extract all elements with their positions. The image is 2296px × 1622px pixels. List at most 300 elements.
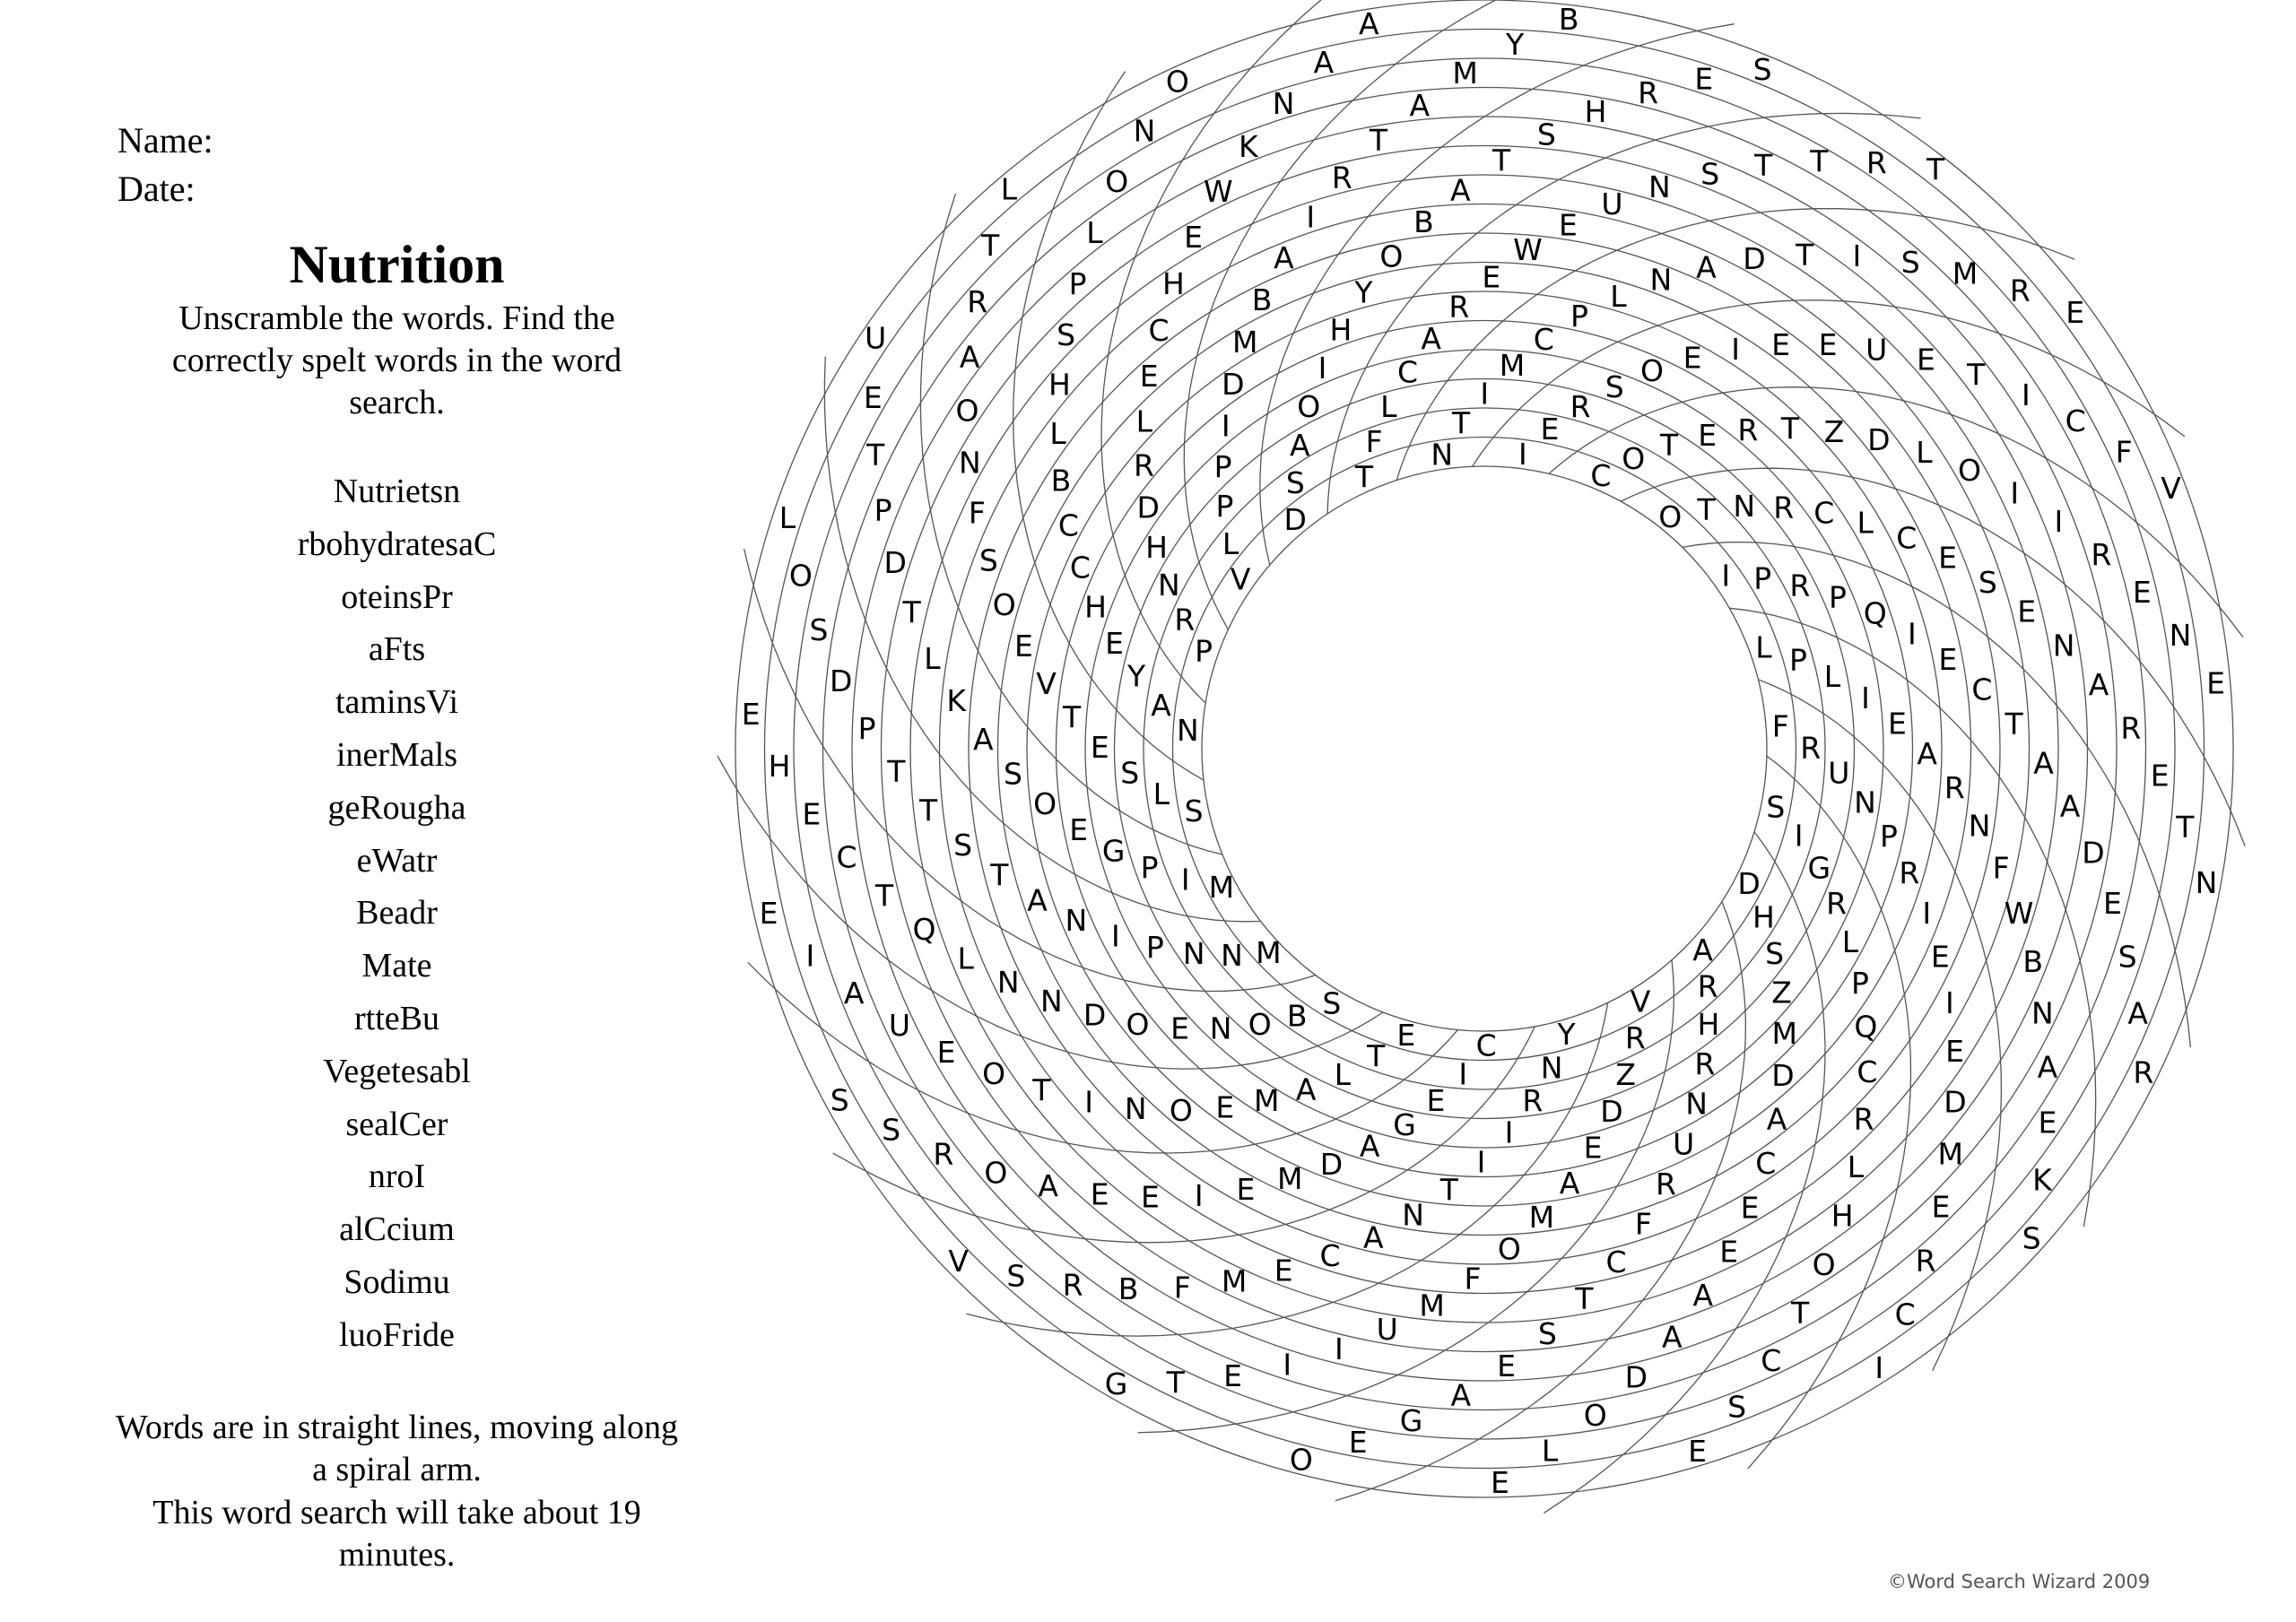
grid-letter: A <box>2088 667 2109 703</box>
scrambled-word: luoFride <box>339 1315 455 1354</box>
grid-letter: E <box>1482 259 1501 295</box>
scrambled-word: Sodimu <box>344 1262 450 1301</box>
grid-letter: P <box>1215 488 1234 524</box>
grid-letter: O <box>1289 1442 1313 1478</box>
grid-letter: P <box>1753 560 1772 596</box>
grid-letter: O <box>955 393 979 429</box>
scrambled-word: Mate <box>361 947 432 985</box>
grid-letter: V <box>2161 471 2181 506</box>
grid-letter: S <box>1766 789 1786 825</box>
grid-letter: P <box>1879 818 1898 854</box>
grid-letter: T <box>1166 1365 1185 1401</box>
grid-letter: L <box>1152 776 1170 812</box>
grid-letter: E <box>1426 1083 1446 1118</box>
date-label: Date: <box>117 169 196 209</box>
grid-letter: A <box>1359 5 1379 41</box>
grid-letter: C <box>1857 1054 1878 1089</box>
grid-letter: L <box>1086 214 1103 250</box>
grid-letter: L <box>957 941 974 976</box>
grid-letter: M <box>1499 347 1526 383</box>
grid-letter: U <box>1673 1126 1695 1162</box>
grid-letter: L <box>1135 403 1152 439</box>
grid-letter: E <box>1140 1179 1160 1215</box>
grid-letter: N <box>1685 1086 1708 1122</box>
grid-letter: E <box>2132 575 2152 611</box>
grid-letter: T <box>1369 122 1388 158</box>
grid-letter: S <box>1184 794 1204 829</box>
grid-letter: M <box>1452 56 1478 91</box>
grid-letter: S <box>2022 1220 2041 1256</box>
grid-letter: S <box>953 828 973 863</box>
grid-letter: P <box>1068 266 1087 301</box>
grid-letter: I <box>1318 351 1327 386</box>
grid-letter: C <box>1396 354 1419 390</box>
grid-letter: M <box>1221 1263 1248 1299</box>
grid-letter: E <box>1170 1010 1189 1046</box>
grid-letter: I <box>1874 1349 1884 1385</box>
grid-letter: N <box>1540 1050 1563 1086</box>
grid-letter: G <box>1399 1402 1423 1438</box>
grid-letter: G <box>1104 1366 1128 1401</box>
grid-letter: F <box>1634 1206 1652 1242</box>
grid-letter: T <box>866 437 885 473</box>
grid-letter: P <box>1789 642 1807 678</box>
grid-letter: A <box>1692 932 1713 967</box>
grid-letter: I <box>1180 862 1190 898</box>
grid-letter: E <box>1558 207 1578 243</box>
grid-letter: S <box>830 1082 849 1118</box>
grid-letter: R <box>1944 770 1965 806</box>
grid-letter: I <box>1794 818 1804 854</box>
grid-letter: N <box>2195 865 2218 900</box>
grid-letter: A <box>2033 745 2054 781</box>
grid-letter: M <box>1419 1288 1445 1323</box>
grid-letter: P <box>1140 850 1159 885</box>
grid-letter: T <box>1575 1281 1594 1317</box>
grid-letter: A <box>1038 1168 1058 1204</box>
grid-letter: F <box>1992 850 2010 886</box>
grid-letter: G <box>1101 833 1126 869</box>
footer-note-line-1: Words are in straight lines, moving along a spiral arm. <box>116 1408 678 1489</box>
grid-letter: N <box>1272 85 1295 121</box>
grid-letter: U <box>1828 755 1850 791</box>
grid-letter: N <box>1039 984 1063 1019</box>
grid-letter: B <box>1050 463 1072 499</box>
grid-letter: F <box>1771 708 1789 744</box>
grid-letter: A <box>973 722 994 758</box>
grid-letter: R <box>2009 273 2031 308</box>
grid-letter: P <box>1851 965 1869 1001</box>
scrambled-word: Beadr <box>356 894 438 932</box>
grid-letter: A <box>1692 1277 1714 1313</box>
grid-letter: O <box>1105 163 1129 199</box>
grid-letter: E <box>1497 1348 1516 1383</box>
grid-letter: A <box>1409 87 1431 123</box>
grid-letter: D <box>1944 1084 1967 1120</box>
grid-letter: N <box>1221 937 1243 973</box>
grid-letter: E <box>802 796 822 832</box>
grid-letter: E <box>1688 1434 1708 1469</box>
grid-letter: H <box>1831 1198 1854 1234</box>
grid-letter: N <box>1649 262 1673 298</box>
grid-letter: E <box>2017 594 2037 629</box>
grid-letter: A <box>1696 249 1717 285</box>
grid-letter: E <box>2038 1105 2057 1141</box>
grid-letter: M <box>1771 1015 1797 1051</box>
grid-letter: D <box>1319 1146 1344 1182</box>
grid-letter: I <box>1221 408 1231 444</box>
grid-letter: C <box>1590 457 1612 493</box>
grid-letter: L <box>1857 505 1874 541</box>
grid-letter: O <box>1169 1092 1193 1128</box>
grid-letter: W <box>2004 896 2034 932</box>
grid-letter: D <box>1600 1094 1623 1130</box>
grid-letters <box>742 2 2225 1500</box>
grid-letter: T <box>2005 707 2023 742</box>
grid-letter: Q <box>1854 1009 1878 1045</box>
grid-letter: R <box>1624 1019 1646 1055</box>
grid-letter: N <box>2052 628 2075 664</box>
grid-letter: R <box>1570 389 1591 424</box>
grid-letter: I <box>2022 377 2031 413</box>
grid-letter: E <box>1938 540 1957 576</box>
scrambled-word: taminsVi <box>335 683 459 722</box>
grid-letter: T <box>1780 411 1800 447</box>
grid-letter: D <box>1136 490 1160 525</box>
grid-letter: U <box>1601 186 1623 222</box>
grid-letter: Q <box>1863 595 1887 631</box>
grid-letter: T <box>1439 1172 1458 1208</box>
grid-letter: I <box>805 938 815 974</box>
grid-letter: T <box>919 793 938 828</box>
grid-letter: F <box>1173 1270 1191 1305</box>
grid-letter: I <box>1476 1144 1486 1180</box>
grid-letter: E <box>1223 1358 1242 1394</box>
grid-letter: H <box>1048 367 1071 403</box>
grid-letter: N <box>1209 1010 1232 1046</box>
grid-letter: Q <box>912 912 936 948</box>
grid-letter: E <box>2102 885 2122 921</box>
ring-line <box>1144 405 1825 1089</box>
grid-letter: M <box>1254 1082 1280 1118</box>
scrambled-word: eWatr <box>356 841 438 880</box>
grid-letter: V <box>1630 984 1651 1019</box>
grid-letter: N <box>996 964 1020 1000</box>
grid-letter: A <box>1766 1101 1787 1137</box>
grid-letter: I <box>1306 199 1316 235</box>
grid-letter: E <box>936 1034 956 1070</box>
grid-letter: E <box>1931 1189 1951 1225</box>
grid-letter: I <box>1194 1177 1204 1213</box>
grid-letter: T <box>887 754 906 790</box>
grid-letter: T <box>1810 143 1829 179</box>
grid-letter: T <box>1452 405 1471 441</box>
grid-letter: N <box>1065 903 1088 939</box>
grid-letter: E <box>1069 811 1089 847</box>
grid-letter: E <box>1698 418 1718 454</box>
grid-letter: O <box>788 558 813 594</box>
grid-letter: N <box>1402 1197 1424 1233</box>
grid-letter: F <box>2115 434 2133 470</box>
grid-letter: C <box>2065 403 2086 438</box>
grid-letter: D <box>1624 1359 1648 1395</box>
grid-letter: W <box>1203 173 1233 209</box>
grid-letter: A <box>1363 1219 1384 1255</box>
grid-letter: E <box>1916 342 1935 377</box>
grid-letter: L <box>1049 416 1066 451</box>
grid-letter: O <box>1165 64 1189 100</box>
grid-letter: E <box>1348 1425 1368 1460</box>
grid-letter: E <box>1740 1190 1760 1226</box>
ring-line <box>1202 466 1767 1034</box>
grid-letter: A <box>1917 736 1937 771</box>
grid-letter: D <box>1737 865 1761 901</box>
grid-letter: L <box>1334 1056 1352 1092</box>
grid-letter: S <box>1900 244 1920 280</box>
grid-letter: R <box>1915 1243 1936 1279</box>
grid-letter: A <box>1359 1128 1380 1164</box>
grid-letter: R <box>1134 447 1154 483</box>
grid-letter: H <box>1329 312 1352 348</box>
grid-letter: R <box>1656 1167 1676 1202</box>
grid-letter: N <box>2169 618 2192 654</box>
grid-letter: P <box>857 711 876 746</box>
grid-letter: E <box>1274 1253 1293 1288</box>
grid-letter: A <box>2059 788 2081 824</box>
grid-letter: N <box>1854 785 1876 820</box>
grid-letter: I <box>1504 1115 1514 1150</box>
grid-letter: U <box>865 320 887 356</box>
grid-letter: A <box>2127 995 2148 1031</box>
grid-letter: L <box>1755 629 1772 665</box>
grid-letter: C <box>1057 507 1079 543</box>
grid-letter: S <box>1700 156 1720 192</box>
grid-letter: D <box>2082 835 2105 871</box>
grid-letter: A <box>1559 1166 1580 1201</box>
grid-letter: E <box>1930 939 1950 975</box>
grid-letter: Y <box>1127 658 1146 694</box>
grid-letter: I <box>1731 332 1740 367</box>
grid-letter: V <box>1036 665 1057 701</box>
grid-letter: S <box>1285 465 1305 500</box>
grid-letter: E <box>1105 626 1125 662</box>
grid-letter: L <box>1610 278 1627 314</box>
grid-letter: C <box>1971 672 1993 707</box>
grid-letter: T <box>875 878 894 914</box>
grid-letter: Y <box>1354 274 1373 310</box>
grid-letter: L <box>778 499 796 535</box>
grid-letter: E <box>1139 359 1159 395</box>
grid-letter: O <box>1658 499 1683 535</box>
grid-letter: E <box>1540 412 1560 447</box>
grid-letter: S <box>1605 369 1624 405</box>
scrambled-word: nroI <box>368 1158 426 1196</box>
grid-letter: I <box>1861 680 1870 716</box>
grid-letter: R <box>933 1136 954 1172</box>
grid-letter: E <box>1236 1171 1256 1207</box>
grid-letter: N <box>1133 113 1156 149</box>
grid-letter: T <box>1354 459 1374 495</box>
scrambled-word: aFts <box>368 630 426 669</box>
grid-letter: M <box>1208 869 1235 905</box>
grid-letter: T <box>2176 810 2195 846</box>
grid-letter: A <box>1290 427 1310 463</box>
grid-letter: E <box>1583 1130 1603 1166</box>
grid-letter: S <box>1978 564 1997 600</box>
grid-letter: A <box>2037 1049 2058 1085</box>
grid-letter: E <box>2150 758 2170 794</box>
grid-letter: P <box>1195 633 1213 669</box>
grid-letter: L <box>1841 924 1859 959</box>
grid-letter: O <box>1958 453 1981 489</box>
scrambled-word: rbohydratesaC <box>297 525 497 563</box>
scrambled-word: geRougha <box>327 788 466 827</box>
grid-letter: H <box>1161 265 1185 301</box>
grid-letter: O <box>1640 352 1664 388</box>
grid-letter: A <box>1450 172 1471 208</box>
grid-letter: Y <box>1506 27 1525 62</box>
grid-letter: K <box>2032 1162 2052 1198</box>
scrambled-word: rtteBu <box>354 999 439 1037</box>
grid-letter: A <box>1662 1319 1683 1355</box>
grid-letter: N <box>1177 713 1199 749</box>
grid-letter: R <box>1737 412 1759 447</box>
grid-letter: B <box>1251 282 1273 317</box>
grid-letter: U <box>1376 1311 1398 1347</box>
grid-letter: V <box>1230 561 1251 597</box>
grid-letter: D <box>1083 997 1107 1033</box>
grid-letter: O <box>1033 786 1057 822</box>
grid-letter: L <box>1823 659 1841 695</box>
grid-letter: I <box>1111 918 1120 954</box>
grid-letter: E <box>1945 1034 1964 1070</box>
grid-letter: E <box>1694 61 1714 97</box>
grid-letter: B <box>1413 204 1434 240</box>
grid-letter: M <box>1276 1161 1303 1196</box>
grid-letter: S <box>1004 756 1022 792</box>
grid-letter: O <box>1297 389 1321 424</box>
grid-letter: B <box>1558 2 1579 38</box>
grid-letter: E <box>1490 1465 1509 1501</box>
grid-letter: D <box>883 545 907 581</box>
grid-letter: T <box>1796 238 1814 273</box>
grid-letter: N <box>1124 1090 1147 1126</box>
name-label: Name: <box>117 120 213 160</box>
grid-lines <box>718 0 2245 1513</box>
grid-letter: I <box>1721 558 1731 594</box>
grid-letter: A <box>843 976 865 1010</box>
grid-letter: A <box>1450 1377 1472 1413</box>
grid-letter: K <box>1238 129 1258 164</box>
grid-letter: K <box>946 683 967 719</box>
grid-letter: L <box>1847 1149 1865 1185</box>
grid-letter: R <box>2091 536 2112 572</box>
grid-letter: O <box>992 586 1016 622</box>
grid-letter: S <box>882 1112 901 1148</box>
grid-letter: C <box>1533 322 1554 357</box>
grid-letter: C <box>1896 520 1918 556</box>
grid-letter: N <box>1648 169 1671 204</box>
grid-letter: C <box>836 839 857 875</box>
grid-letter: T <box>1032 1072 1051 1108</box>
grid-letter: L <box>1541 1433 1559 1469</box>
grid-letter: E <box>2066 295 2085 331</box>
grid-letter: E <box>863 379 883 415</box>
grid-letter: E <box>1090 729 1109 765</box>
grid-letter: H <box>1584 94 1607 129</box>
grid-letter: A <box>1295 1071 1317 1107</box>
grid-letter: M <box>1256 935 1282 971</box>
grid-letter: E <box>1013 628 1033 664</box>
grid-letter: H <box>1084 589 1108 625</box>
grid-letter: I <box>1852 239 1862 274</box>
grid-letter: B <box>1118 1271 1139 1306</box>
grid-letter: E <box>2206 665 2225 701</box>
grid-letter: O <box>1126 1006 1150 1042</box>
grid-letter: R <box>1638 75 1659 111</box>
grid-letter: S <box>1765 936 1785 972</box>
grid-letter: V <box>948 1243 969 1279</box>
grid-letter: N <box>1733 489 1756 525</box>
grid-letter: N <box>1431 437 1454 473</box>
grid-letter: D <box>1283 501 1307 537</box>
grid-letter: R <box>1826 885 1848 921</box>
grid-letter: A <box>1421 321 1441 357</box>
copyright-notice: ©Word Search Wizard 2009 <box>1888 1571 2151 1592</box>
grid-letter: E <box>741 697 761 732</box>
grid-letter: E <box>1090 1176 1109 1212</box>
grid-letter: S <box>1322 985 1342 1021</box>
grid-letter: P <box>1570 299 1588 334</box>
grid-letter: N <box>1182 935 1205 971</box>
grid-letter: R <box>1789 568 1811 603</box>
grid-letter: B <box>2022 944 2044 980</box>
grid-letter: T <box>1367 1038 1386 1074</box>
grid-letter: L <box>1222 525 1239 561</box>
grid-letter: I <box>1518 437 1527 472</box>
grid-letter: A <box>959 339 980 375</box>
grid-letter: H <box>1752 899 1775 935</box>
grid-letter: I <box>1480 376 1490 412</box>
grid-letter: I <box>1084 1084 1093 1120</box>
grid-letter: T <box>1063 699 1082 735</box>
grid-letter: N <box>959 445 981 481</box>
grid-letter: C <box>1319 1238 1341 1274</box>
grid-letter: T <box>1754 147 1773 183</box>
grid-letter: I <box>2010 475 2020 511</box>
grid-letter: I <box>1922 896 1932 932</box>
grid-letter: T <box>1967 357 1986 393</box>
grid-letter: T <box>1659 428 1679 463</box>
grid-letter: S <box>809 612 829 648</box>
grid-letter: I <box>1335 1331 1344 1366</box>
grid-letter: T <box>981 228 1000 264</box>
grid-letter: H <box>1697 1007 1720 1042</box>
footer-note-line-2: This word search will take about 19 minutes. <box>152 1493 641 1574</box>
instructions-text: Unscramble the words. Find the correctly spelt words in the word search. <box>171 299 622 421</box>
grid-letter: U <box>888 1007 911 1043</box>
grid-letter: S <box>2118 939 2137 975</box>
grid-letter: A <box>1151 688 1171 724</box>
grid-letter: L <box>1916 435 1933 471</box>
grid-letter: N <box>2031 995 2054 1031</box>
grid-letter: C <box>1761 1343 1782 1378</box>
grid-letter: E <box>759 896 778 932</box>
scrambled-word: alCcium <box>339 1210 455 1249</box>
grid-letter: R <box>1331 160 1352 195</box>
grid-letter: C <box>1755 1145 1777 1181</box>
grid-letter: H <box>1145 530 1169 566</box>
